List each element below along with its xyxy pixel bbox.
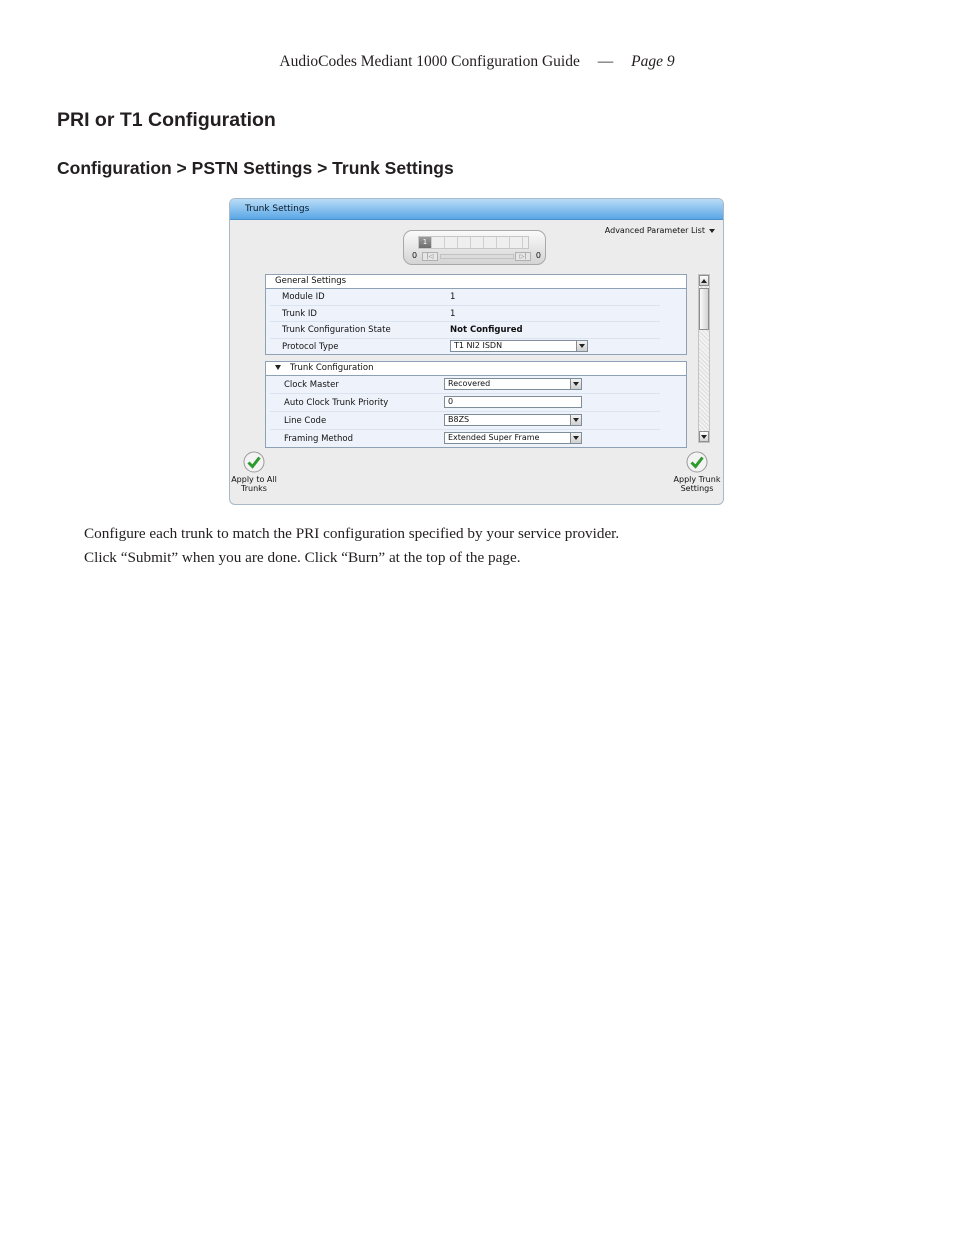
clock-master-select[interactable]: [444, 378, 582, 390]
window-titlebar: [230, 199, 723, 220]
nav-last-icon[interactable]: ▷|: [515, 252, 531, 261]
selector-left-value: 0: [412, 251, 418, 260]
running-title: AudioCodes Mediant 1000 Configuration Guide: [279, 53, 580, 70]
general-settings-header: General Settings: [266, 275, 686, 289]
body-paragraph-2: Click “Submit” when you are done. Click “Burn” at the top of the page.: [84, 549, 521, 566]
trunk-strip: [418, 236, 529, 249]
general-settings-group: [265, 274, 687, 355]
caret-down-icon: [709, 229, 715, 233]
check-icon: [686, 451, 708, 473]
trunk-row-framing-method: [270, 430, 660, 447]
trunk-cell[interactable]: [471, 237, 484, 248]
trunk-cell-active[interactable]: 1: [419, 237, 432, 248]
general-row-trunk-id: [270, 306, 660, 323]
general-row-module-id: [270, 289, 660, 306]
trunk-cell[interactable]: [458, 237, 471, 248]
clock-master-value: Recovered: [448, 379, 491, 388]
window-title: Trunk Settings: [245, 204, 310, 214]
trunk-row-auto-clock-priority: [270, 394, 660, 412]
line-code-select[interactable]: [444, 414, 582, 426]
row-label: Trunk ID: [282, 308, 317, 319]
trunk-selector[interactable]: [403, 230, 546, 265]
general-row-trunk-configuration-state: [270, 322, 660, 339]
apply-to-all-trunks-label: Apply to All Trunks: [231, 475, 277, 493]
row-label: Clock Master: [284, 380, 339, 390]
row-label: Trunk Configuration State: [282, 325, 391, 336]
scroll-thumb[interactable]: [699, 288, 709, 330]
row-label: Protocol Type: [282, 341, 339, 352]
trunk-cell[interactable]: [510, 237, 523, 248]
dropdown-arrow-icon[interactable]: [570, 433, 581, 443]
header-dash: —: [597, 53, 614, 70]
page-label: Page 9: [631, 53, 675, 70]
nav-path: Configuration > PSTN Settings > Trunk Settings: [57, 158, 454, 178]
trunk-row-line-code: [270, 412, 660, 430]
section-title: PRI or T1 Configuration: [57, 109, 276, 131]
trunk-cell[interactable]: [484, 237, 497, 248]
line-code-value: B8ZS: [448, 415, 470, 424]
trunk-cell[interactable]: [497, 237, 510, 248]
row-label: Auto Clock Trunk Priority: [284, 398, 389, 408]
selector-right-value: 0: [535, 251, 541, 260]
advanced-parameter-list-label: Advanced Parameter List: [604, 226, 705, 235]
scroll-up-icon[interactable]: [699, 275, 709, 286]
body-text: [84, 522, 884, 570]
trunk-configuration-title: Trunk Configuration: [290, 363, 374, 373]
apply-trunk-settings-button[interactable]: [671, 451, 723, 493]
apply-to-all-trunks-button[interactable]: [230, 451, 278, 493]
dropdown-arrow-icon[interactable]: [570, 415, 581, 425]
protocol-type-select[interactable]: [450, 340, 588, 352]
row-value: 1: [450, 308, 456, 319]
row-label: Framing Method: [284, 434, 353, 444]
nav-first-icon[interactable]: |◁: [422, 252, 438, 261]
auto-clock-trunk-priority-input[interactable]: [444, 396, 582, 408]
selector-track[interactable]: [440, 254, 514, 259]
trunk-cell[interactable]: [445, 237, 458, 248]
scroll-down-icon[interactable]: [699, 431, 709, 442]
row-label: Module ID: [282, 292, 325, 302]
row-value: Not Configured: [450, 325, 523, 336]
general-row-protocol-type: [270, 339, 660, 355]
trunk-configuration-group: [265, 361, 687, 448]
vertical-scrollbar[interactable]: [698, 274, 710, 443]
trunk-settings-screenshot: [229, 198, 724, 505]
protocol-type-value: T1 NI2 ISDN: [454, 340, 503, 350]
dropdown-arrow-icon[interactable]: [576, 341, 587, 351]
running-header: [0, 53, 954, 71]
framing-method-select[interactable]: [444, 432, 582, 444]
collapse-triangle-icon[interactable]: [275, 365, 281, 370]
body-paragraph-1: Configure each trunk to match the PRI configuration specified by your service provider.: [84, 525, 620, 542]
auto-clock-trunk-priority-value: 0: [448, 397, 454, 406]
apply-trunk-settings-label: Apply Trunk Settings: [673, 475, 721, 493]
trunk-row-clock-master: [270, 376, 660, 394]
advanced-parameter-list-link[interactable]: [605, 226, 715, 235]
row-value: 1: [450, 292, 456, 302]
trunk-cell[interactable]: [432, 237, 445, 248]
row-label: Line Code: [284, 416, 327, 426]
check-icon: [243, 451, 265, 473]
framing-method-value: Extended Super Frame: [448, 433, 540, 442]
trunk-configuration-header[interactable]: [266, 362, 686, 376]
dropdown-arrow-icon[interactable]: [570, 379, 581, 389]
